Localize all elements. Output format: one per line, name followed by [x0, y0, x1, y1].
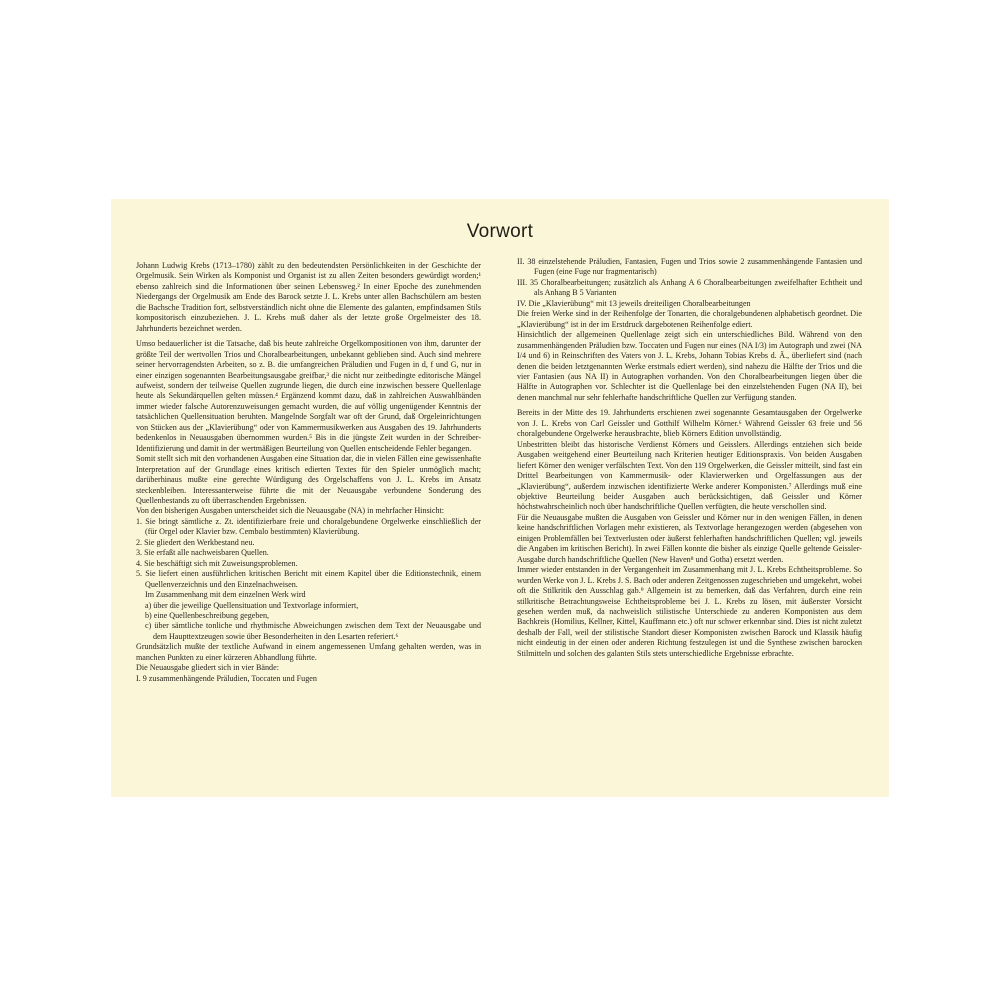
paragraph-source-situation: Hinsichtlich der allgemeinen Quellenlage zeigt sich ein unterschiedliches Bild. Während von den zusammenhängenden Präludien bzw. Toccaten und Fugen nur eines (NA I/3) im Autograph und zwei (NA I/4 und 6) in Reinschriften des Vaters von J. L. Krebs, Johann Tobias Krebs d. Ä., überliefert sind (nach denen die beiden letztgenannten Werke erstmals ediert werden), sind nahezu die Hälfte der Trios und die vier Fantasien (aus NA II) in Autographen vorhanden. Von den Choralbearbeitungen liegen über die Hälfte in Autographen vor. Schlechter ist die Quellenlage bei den einzelstehenden Fugen (NA II), bei denen manchmal nur sehr fehlerhafte handschriftliche Quellen zur Verfügung standen.	[517, 330, 862, 402]
page-title: Vorwort	[466, 221, 534, 242]
right-column	[517, 257, 862, 659]
volume-item: IV. Die „Klavierübung“ mit 13 jeweils dreiteiligen Choralbearbeitungen	[517, 298, 751, 308]
paragraph-volumes-intro: Die Neuausgabe gliedert sich in vier Bände:	[136, 663, 279, 673]
sub-list-item: c) über sämtliche tonliche und rhythmische Abweichungen zwischen dem Text der Neuausgabe und dem Haupttextzeugen sowie über Besonderheiten in den Lesarten referiert.⁶	[145, 621, 481, 641]
list-item: 1. Sie bringt sämtliche z. Zt. identifizierbare freie und choralgebundene Orgelwerke einschließlich der (für Orgel oder Klavier bzw. Cembalo bestimmten) Klavierübung.	[136, 516, 481, 537]
list-item: 2. Sie gliedert den Werkbestand neu.	[136, 537, 255, 547]
list-item: 5. Sie liefert einen ausführlichen kritischen Bericht mit einem Kapitel über die Editionstechnik, einem Quellenverzeichnis und den Einzelnachweisen.	[136, 569, 481, 589]
list-subheading: Im Zusammenhang mit dem einzelnen Werk wird	[145, 590, 306, 600]
paragraph-differences: Von den bisherigen Ausgaben unterscheidet sich die Neuausgabe (NA) in mehrfacher Hinsicht:	[136, 506, 444, 516]
paragraph-authenticity: Immer wieder entstanden in der Vergangenheit im Zusammenhang mit J. L. Krebs Echtheitsprobleme. So wurden Werke von J. L. Krebs J. S. Bach oder anderen Zeitgenossen zugeschrieben und umgekehrt, wobei oft die Stilkritik den Ausschlag gab.⁹ Allgemein ist zu bemerken, daß das Verfahren, durch eine rein stilkritische Betrachtungsweise Echtheitsprobleme bei J. L. Krebs zu lösen, mit äußerster Vorsicht gesehen werden muß, da nachweislich stilistische Unterschiede zu anderen Komponisten aus dem Bachkreis (Homilius, Kellner, Kittel, Kauffmann etc.) oft nur schwer erkennbar sind. Dies ist nicht zuletzt deshalb der Fall, weil der stilistische Standort dieser Komponisten zwischen Barock und Klassik häufig nicht eindeutig in der einen oder anderen Richtung festzulegen ist und die Synthese zwischen barocken Stilmitteln und solchen des galanten Stils stets unterschiedliche Ergebnisse erbrachte.	[517, 565, 862, 658]
paragraph-neuausgabe: Für die Neuausgabe mußten die Ausgaben von Geissler und Körner nur in den wenigen Fällen, in denen keine handschriftlichen Vorlagen mehr existieren, als Textvorlage herangezogen werden (abgesehen von einigen Problemfällen bei Textverlusten oder äußerst fehlerhaften handschriftlichen Quellen; vgl. jeweils die Angaben im kritischen Bericht). In zwei Fällen konnte die bisher als einzige Quelle geltende Geissler-Ausgabe durch handschriftliche Quellen (New Haven⁸ und Gotha) ersetzt werden.	[517, 512, 862, 564]
sub-list-item: a) über die jeweilige Quellensituation und Textvorlage informiert,	[145, 600, 359, 610]
volume-item: I. 9 zusammenhängende Präludien, Toccaten und Fugen	[136, 673, 317, 683]
paragraph-sources: Umso bedauerlicher ist die Tatsache, daß bis heute zahlreiche Orgelkompositionen von ihm, darunter der größte Teil der wertvollen Trios und Choralbearbeitungen, unbekannt geblieben sind. Auch sind mehrere seiner hervorragendsten Arbeiten, so z. B. die umfangreichen Präludien und Fugen in d, f und G, nur in einer einzigen sogenannten Bearbeitungsausgabe greifbar,³ die nicht nur zeitbedingte editorische Mängel aufweist, sondern der teilweise Quellen zugrunde liegen, die durch eine inzwischen bessere Quellenlage heute als Sekundärquellen gelten müssen.⁴ Ergänzend kommt dazu, daß in zahlreichen Auswahlbänden immer wieder falsche Autorenzuweisungen gemacht wurden, die auf völlig ungenügender Kenntnis der tatsächlichen Quellensituation beruhten. Mangelnde Sorgfalt war oft der Grund, daß Orgeleinrichtungen von Stücken aus der „Klavierübung“ oder von Kammermusikwerken aus Ausgaben des 19. Jahrhunderts bedenkenlos in Neuausgaben übernommen wurden.⁵ Bis in die jüngste Zeit wurden in der Schreiber-Identifizierung und damit in der wertmäßigen Beurteilung von Quellen entscheidende Fehler begangen.	[136, 339, 481, 453]
paragraph-situation: Somit stellt sich mit den vorhandenen Ausgaben eine Situation dar, die in vielen Fällen eine gewissenhafte Interpretation auf der Grundlage eines kritisch edierten Textes für den Spieler unmöglich macht; darüberhinaus mußte eine gerechte Würdigung des Orgelschaffens von J. L. Krebs im Ansatz steckenbleiben. Interessanterweise führte die mit der Neuausgabe verbundene Sonderung des Quellenbestands zu oft überraschenden Ergebnissen.	[136, 454, 481, 505]
list-item: 4. Sie beschäftigt sich mit Zuweisungsproblemen.	[136, 558, 298, 568]
volume-item: III. 35 Choralbearbeitungen; zusätzlich als Anhang A 6 Choralbearbeitungen zweifelhafter Echtheit und als Anhang B 5 Varianten	[517, 277, 862, 298]
paragraph-scope: Grundsätzlich mußte der textliche Aufwand in einem angemessenen Umfang gehalten werden, was in manchen Punkten zu einer kürzeren Abhandlung führte.	[136, 642, 481, 662]
page-sheet	[111, 199, 889, 797]
paragraph-merit: Unbestritten bleibt das historische Verdienst Körners und Geisslers. Allerdings entziehen sich beide Ausgaben weitgehend einer Beurteilung nach Kriterien heutiger Editionspraxis. Von beiden Ausgaben liefert Körner den weniger verfälschten Text. Von den 119 Orgelwerken, die Geissler mitteilt, sind fast ein Drittel Bearbeitungen von Kammermusik- oder Klavierwerken und Orgelfassungen aus der „Klavierübung“, außerdem inzwischen identifizierte Werke anderer Komponisten.⁷ Allerdings muß eine objektive Beurteilung beider Ausgaben auch berücksichtigen, daß Geissler und Körner höchstwahrscheinlich noch über handschriftliche Quellen verfügten, die heute verschollen sind.	[517, 439, 862, 512]
volume-item: II. 38 einzelstehende Präludien, Fantasien, Fugen und Trios sowie 2 zusammenhängende Fantasien und Fugen (eine Fuge nur fragmentarisch)	[517, 257, 862, 277]
list-item: 3. Sie erfaßt alle nachweisbaren Quellen.	[136, 548, 269, 558]
paragraph-editions: Bereits in der Mitte des 19. Jahrhunderts erschienen zwei sogenannte Gesamtausgaben der Orgelwerke von J. L. Krebs von Carl Geissler und Gotthilf Wilhelm Körner.⁶ Während Geissler 63 freie und 56 choralgebundene Orgelwerke herausbrachte, blieb Körners Edition unvollständig.	[517, 408, 862, 439]
paragraph-intro: Johann Ludwig Krebs (1713–1780) zählt zu den bedeutendsten Persönlichkeiten in der Geschichte der Orgelmusik. Sein Wirken als Komponist und Organist ist zu allen Zeiten besonders gewürdigt worden;¹ ebenso zahlreich sind die Informationen über seinen Lebensweg.² In einer Epoche des zunehmenden Niedergangs der Orgelmusik am Ende des Barock setzte J. L. Krebs unter allen Bachschülern am besten die Bachsche Tradition fort, selbstverständlich nicht ohne die Elemente des galanten, empfindsamen Stils kompositorisch einzubeziehen. J. L. Krebs muß daher als der letzte große Orgelmeister des 18. Jahrhunderts bezeichnet werden.	[136, 261, 481, 333]
left-column	[136, 261, 481, 684]
sub-list-item: b) eine Quellenbeschreibung gegeben,	[145, 610, 270, 620]
paragraph-order: Die freien Werke sind in der Reihenfolge der Tonarten, die choralgebundenen alphabetisch geordnet. Die „Klavierübung“ ist in der im Erstdruck dargebotenen Reihenfolge ediert.	[517, 309, 862, 329]
